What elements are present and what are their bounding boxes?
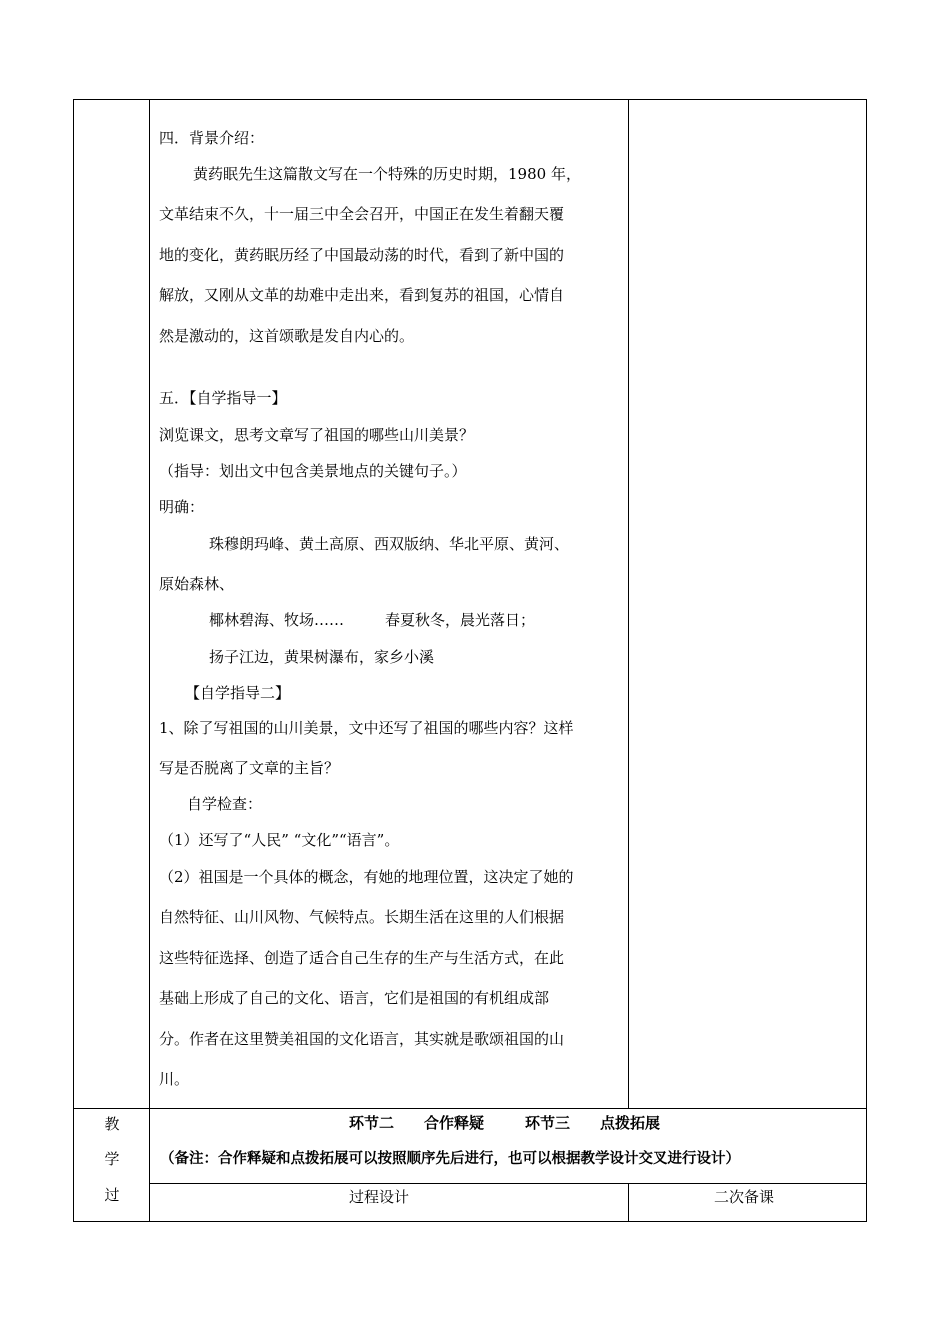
check2-line: 川。 bbox=[159, 1070, 190, 1088]
notes-column-divider-lower bbox=[628, 1183, 629, 1222]
check2-line: （2）祖国是一个具体的概念，有她的地理位置，这决定了她的 bbox=[159, 868, 574, 886]
side-label-char: 学 bbox=[104, 1150, 120, 1168]
paragraph-line: 黄药眠先生这篇散文写在一个特殊的历史时期，1980 年， bbox=[193, 165, 581, 183]
table-top-border bbox=[73, 99, 867, 100]
stage-title-cooperation: 环节二 合作释疑 bbox=[349, 1114, 485, 1132]
column-header-process: 过程设计 bbox=[349, 1188, 410, 1206]
paragraph-line: 文革结束不久，十一届三中全会召开，中国正在发生着翻天覆 bbox=[159, 205, 565, 223]
check2-line: 分。作者在这里赞美祖国的文化语言，其实就是歌颂祖国的山 bbox=[159, 1030, 565, 1048]
answer-line: 扬子江边，黄果树瀑布，家乡小溪 bbox=[209, 648, 435, 666]
table-left-border bbox=[73, 99, 74, 1222]
guide2-question-line: 写是否脱离了文章的主旨？ bbox=[159, 759, 340, 777]
stage-note: （备注：合作释疑和点拨拓展可以按照顺序先后进行，也可以根据教学设计交叉进行设计） bbox=[160, 1150, 740, 1167]
table-bottom-border bbox=[73, 1221, 867, 1222]
answer-line: 原始森林、 bbox=[159, 575, 235, 593]
paragraph-line: 然是激动的，这首颂歌是发自内心的。 bbox=[159, 327, 415, 345]
paragraph-line: 解放，又刚从文革的劫难中走出来，看到复苏的祖国，心情自 bbox=[159, 286, 565, 304]
side-label-char: 过 bbox=[104, 1186, 120, 1204]
check2-line: 这些特征选择、创造了适合自己生存的生产与生活方式，在此 bbox=[159, 949, 565, 967]
guide2-heading: 【自学指导二】 bbox=[185, 684, 291, 702]
check1-text: （1）还写了“人民” “文化”“语言”。 bbox=[159, 831, 400, 849]
self-check-label: 自学检查： bbox=[187, 795, 263, 813]
guide1-hint: （指导：划出文中包含美景地点的关键句子。） bbox=[159, 462, 467, 480]
column-header-second-prep: 二次备课 bbox=[714, 1188, 775, 1206]
side-column-divider bbox=[149, 99, 150, 1222]
clarify-label: 明确： bbox=[159, 498, 205, 516]
check2-line: 自然特征、山川风物、气候特点。长期生活在这里的人们根据 bbox=[159, 908, 565, 926]
guide1-question: 浏览课文，思考文章写了祖国的哪些山川美景？ bbox=[159, 426, 475, 444]
table-right-border bbox=[866, 99, 867, 1222]
guide2-question-line: 1、除了写祖国的山川美景，文中还写了祖国的哪些内容？这样 bbox=[159, 719, 574, 737]
answer-line: 春夏秋冬，晨光落日； bbox=[385, 611, 536, 629]
section4-heading: 四．背景介绍： bbox=[159, 129, 265, 147]
side-label-char: 教 bbox=[104, 1115, 120, 1133]
header-row-divider bbox=[149, 1183, 867, 1184]
answer-line: 椰林碧海、牧场…… bbox=[209, 611, 345, 629]
check2-line: 基础上形成了自己的文化、语言，它们是祖国的有机组成部 bbox=[159, 989, 550, 1007]
answer-line: 珠穆朗玛峰、黄土高原、西双版纳、华北平原、黄河、 bbox=[209, 535, 570, 553]
notes-column-divider-upper bbox=[628, 99, 629, 1108]
paragraph-line: 地的变化，黄药眠历经了中国最动荡的时代，看到了新中国的 bbox=[159, 246, 565, 264]
stage-title-extension: 环节三 点拨拓展 bbox=[525, 1114, 661, 1132]
section5-heading: 五．【自学指导一】 bbox=[159, 389, 287, 407]
section-divider bbox=[73, 1108, 867, 1109]
